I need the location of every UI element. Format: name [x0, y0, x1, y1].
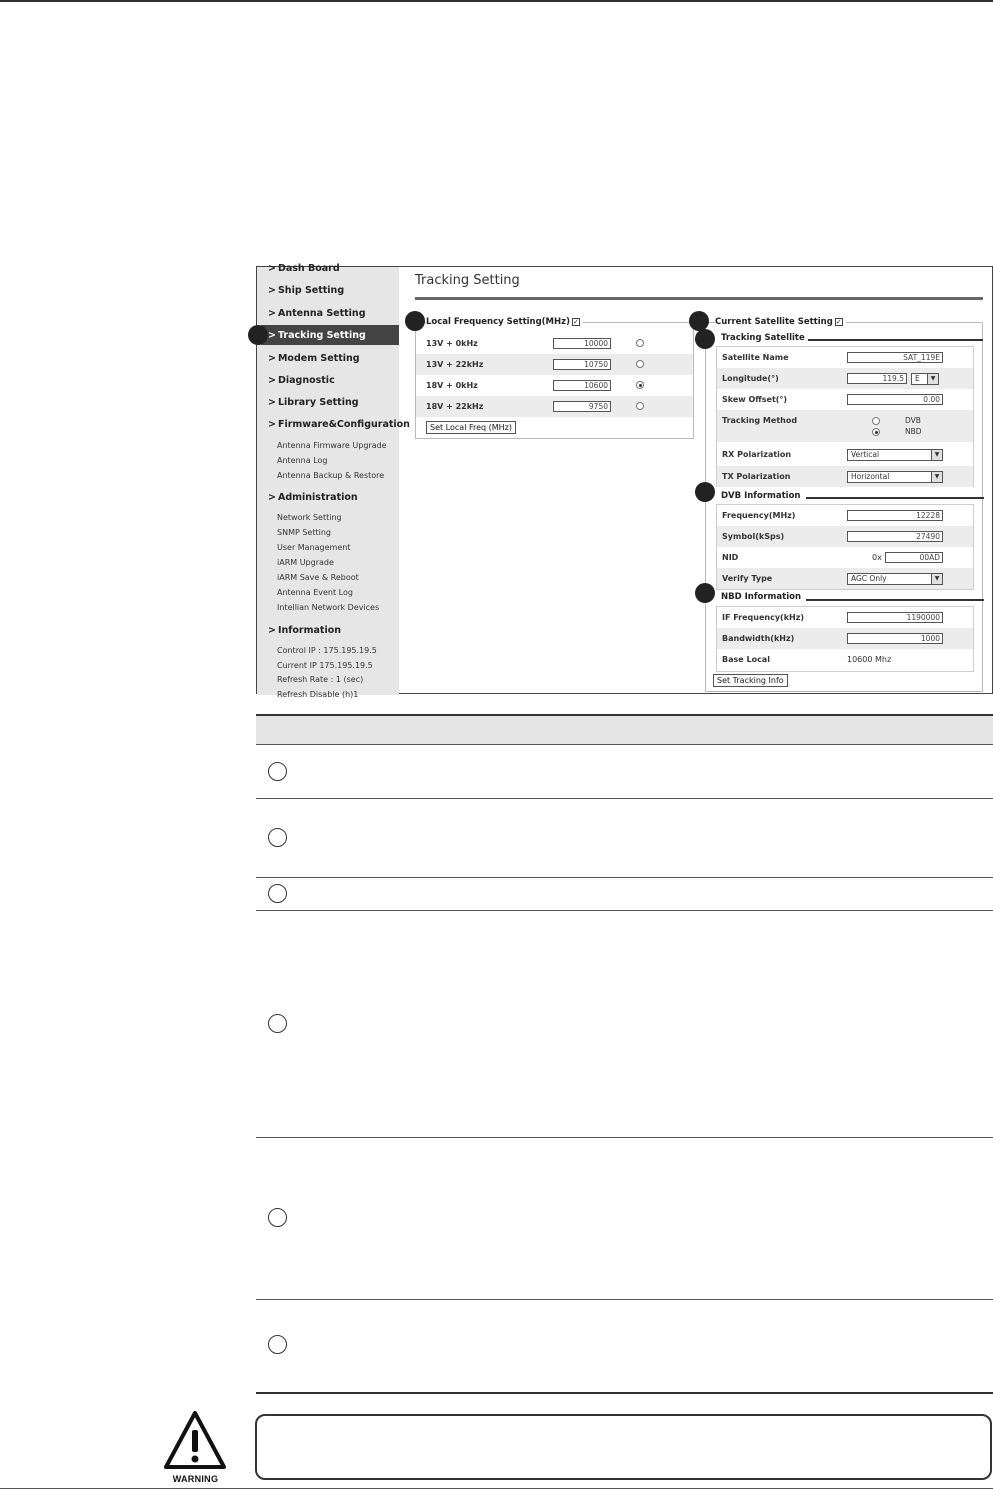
dropdown-arrow-icon: ▼ [927, 374, 938, 384]
chevron-right-icon: > [268, 330, 276, 341]
sidebar-item-administration[interactable]: > Administration [268, 492, 358, 503]
current-sat-panel [705, 322, 983, 692]
local-freq-input[interactable]: 9750 [553, 401, 611, 412]
warning-triangle-icon [163, 1410, 227, 1470]
sidebar-item-tracking-setting[interactable]: > Tracking Setting [268, 330, 366, 341]
row-label: Bandwidth(kHz) [722, 634, 795, 643]
info-current-ip: Current IP 175.195.19.5 [277, 661, 373, 670]
checkbox-icon[interactable]: ✓ [573, 317, 579, 326]
method-nbd-label: NBD [905, 427, 922, 436]
table-rule [256, 1392, 993, 1394]
chevron-right-icon: > [268, 263, 276, 274]
row-label: TX Polarization [722, 472, 791, 481]
satellite-name-input[interactable]: SAT_119E [847, 352, 943, 363]
sidebar-item-diagnostic[interactable]: > Diagnostic [268, 375, 335, 386]
dvb-verify-row [717, 568, 973, 589]
dvb-frequency-input[interactable]: 12228 [847, 510, 943, 521]
sidebar-item-antenna-setting[interactable]: > Antenna Setting [268, 308, 366, 319]
local-freq-radio[interactable] [636, 381, 644, 389]
longitude-input[interactable]: 119.5 [847, 373, 907, 384]
row-label: Skew Offset(°) [722, 395, 788, 404]
method-nbd-radio[interactable] [872, 428, 880, 436]
local-freq-heading: Local Frequency Setting(MHz) ✓ [426, 317, 583, 327]
chevron-right-icon: > [268, 375, 276, 386]
checkbox-icon[interactable]: ✓ [835, 317, 842, 326]
dvb-nid-input[interactable]: 00AD [885, 552, 943, 563]
dvb-nid-row [717, 547, 973, 568]
tx-polarization-select[interactable]: Horizontal ▼ [847, 471, 943, 483]
nid-prefix: 0x [872, 553, 882, 562]
sidebar-subitem[interactable]: Antenna Firmware Upgrade [277, 441, 387, 450]
row-label: 13V + 0kHz [426, 339, 478, 348]
set-local-freq-button[interactable]: Set Local Freq (MHz) [426, 421, 516, 434]
sidebar-item-ship-setting[interactable]: > Ship Setting [268, 285, 345, 296]
rx-row [717, 444, 973, 465]
local-freq-row [416, 354, 693, 375]
chevron-right-icon: > [268, 492, 276, 503]
tracking-sat-box [716, 346, 974, 487]
row-label: Satellite Name [722, 353, 789, 362]
dropdown-arrow-icon: ▼ [931, 472, 942, 482]
callout-marker [695, 329, 715, 349]
method-dvb-radio[interactable] [872, 417, 880, 425]
sidebar-subitem[interactable]: Antenna Event Log [277, 588, 353, 597]
info-refresh-rate: Refresh Rate : 1 (sec) [277, 675, 364, 684]
info-control-ip: Control IP : 175.195.19.5 [277, 646, 377, 655]
local-freq-input[interactable]: 10750 [553, 359, 611, 370]
chevron-right-icon: > [268, 308, 276, 319]
section-rule [806, 599, 984, 601]
table-header [256, 714, 993, 744]
sidebar-item-library-setting[interactable]: > Library Setting [268, 397, 359, 408]
table-rule [256, 1299, 993, 1300]
nbd-heading: NBD Information [721, 592, 804, 602]
section-rule [806, 497, 984, 499]
local-freq-panel [415, 322, 694, 439]
row-label: Tracking Method [722, 416, 798, 425]
local-freq-radio[interactable] [636, 402, 644, 410]
row-label: Frequency(MHz) [722, 511, 796, 520]
nbd-bw-row [717, 628, 973, 649]
local-freq-radio[interactable] [636, 339, 644, 347]
chevron-right-icon: > [268, 419, 276, 430]
tx-row [717, 466, 973, 487]
sat-name-row [717, 347, 973, 368]
local-freq-row [416, 396, 693, 417]
dropdown-arrow-icon: ▼ [931, 450, 942, 460]
row-label: Longitude(°) [722, 374, 779, 383]
table-rule [256, 1137, 993, 1138]
chevron-right-icon: > [268, 397, 276, 408]
title-rule [415, 297, 983, 300]
table-rule [256, 798, 993, 799]
chevron-right-icon: > [268, 625, 276, 636]
row-label: Symbol(kSps) [722, 532, 785, 541]
callout-circle [268, 1208, 287, 1227]
callout-marker [695, 482, 715, 502]
nbd-if-frequency-input[interactable]: 1190000 [847, 612, 943, 623]
sidebar-item-firmware[interactable]: > Firmware&Configuration [268, 419, 410, 430]
rx-polarization-select[interactable]: Vertical ▼ [847, 449, 943, 461]
dvb-symbol-row [717, 526, 973, 547]
row-label: 18V + 22kHz [426, 402, 484, 411]
sidebar-item-modem-setting[interactable]: > Modem Setting [268, 353, 360, 364]
callout-circle [268, 884, 287, 903]
tracking-sat-heading: Tracking Satellite [721, 333, 808, 343]
chevron-right-icon: > [268, 353, 276, 364]
skew-row [717, 389, 973, 410]
table-rule [256, 910, 993, 911]
table-rule [256, 744, 993, 745]
info-refresh-disable: Refresh Disable (h)1 [277, 690, 359, 699]
chevron-right-icon: > [268, 285, 276, 296]
sidebar [257, 263, 410, 699]
page-title: Tracking Setting [415, 273, 520, 288]
bottom-rule [0, 1488, 993, 1489]
local-freq-row [416, 333, 693, 354]
row-label: 13V + 22kHz [426, 360, 484, 369]
tracking-setting-screenshot [256, 263, 993, 699]
nbd-box [716, 606, 974, 672]
local-freq-input[interactable]: 10000 [553, 338, 611, 349]
callout-marker [248, 325, 268, 345]
row-label: Base Local [722, 655, 770, 664]
callout-marker [689, 311, 709, 331]
dvb-box [716, 504, 974, 590]
callout-circle [268, 828, 287, 847]
row-label: 18V + 0kHz [426, 381, 478, 390]
table-rule [256, 877, 993, 878]
method-dvb-label: DVB [905, 416, 921, 425]
sidebar-subitem[interactable]: User Management [277, 543, 351, 552]
warning-label: WARNING [172, 1474, 219, 1484]
sidebar-item-dash-board[interactable]: > Dash Board [268, 263, 340, 274]
tracking-method-row [717, 410, 973, 442]
local-freq-input[interactable]: 10600 [553, 380, 611, 391]
sidebar-subitem[interactable]: Antenna Backup & Restore [277, 471, 385, 480]
longitude-dir-select[interactable]: E ▼ [911, 373, 939, 385]
nbd-base-row [717, 649, 973, 670]
nbd-if-row [717, 607, 973, 628]
sidebar-item-information[interactable]: > Information [268, 625, 342, 636]
local-freq-radio[interactable] [636, 360, 644, 368]
top-rule [0, 0, 993, 2]
sidebar-subitem[interactable]: iARM Save & Reboot [277, 573, 359, 582]
verify-type-select[interactable]: AGC Only ▼ [847, 573, 943, 585]
dvb-symbol-input[interactable]: 27490 [847, 531, 943, 542]
dropdown-arrow-icon: ▼ [931, 574, 942, 584]
nbd-bandwidth-input[interactable]: 1000 [847, 633, 943, 644]
dvb-heading: DVB Information [721, 491, 803, 501]
local-freq-row [416, 375, 693, 396]
dvb-freq-row [717, 505, 973, 526]
sidebar-subitem[interactable]: Network Setting [277, 513, 342, 522]
callout-circle [268, 1335, 287, 1354]
row-label: Verify Type [722, 574, 773, 583]
sidebar-subitem[interactable]: Antenna Log [277, 456, 328, 465]
callout-marker [405, 311, 425, 331]
callout-circle [268, 1014, 287, 1033]
set-tracking-info-button[interactable]: Set Tracking Info [713, 674, 788, 687]
row-label: IF Frequency(kHz) [722, 613, 805, 622]
warning-box [255, 1414, 992, 1480]
callout-circle [268, 762, 287, 781]
sidebar-subitem[interactable]: SNMP Setting [277, 528, 331, 537]
sidebar-subitem[interactable]: Intellian Network Devices [277, 603, 380, 612]
base-local-value: 10600 Mhz [847, 655, 892, 664]
longitude-row [717, 368, 973, 389]
sidebar-subitem[interactable]: iARM Upgrade [277, 558, 334, 567]
current-sat-heading: Current Satellite Setting ✓ [715, 317, 846, 327]
row-label: RX Polarization [722, 450, 792, 459]
row-label: NID [722, 553, 739, 562]
callout-marker [695, 583, 715, 603]
skew-offset-input[interactable]: 0.00 [847, 394, 943, 405]
